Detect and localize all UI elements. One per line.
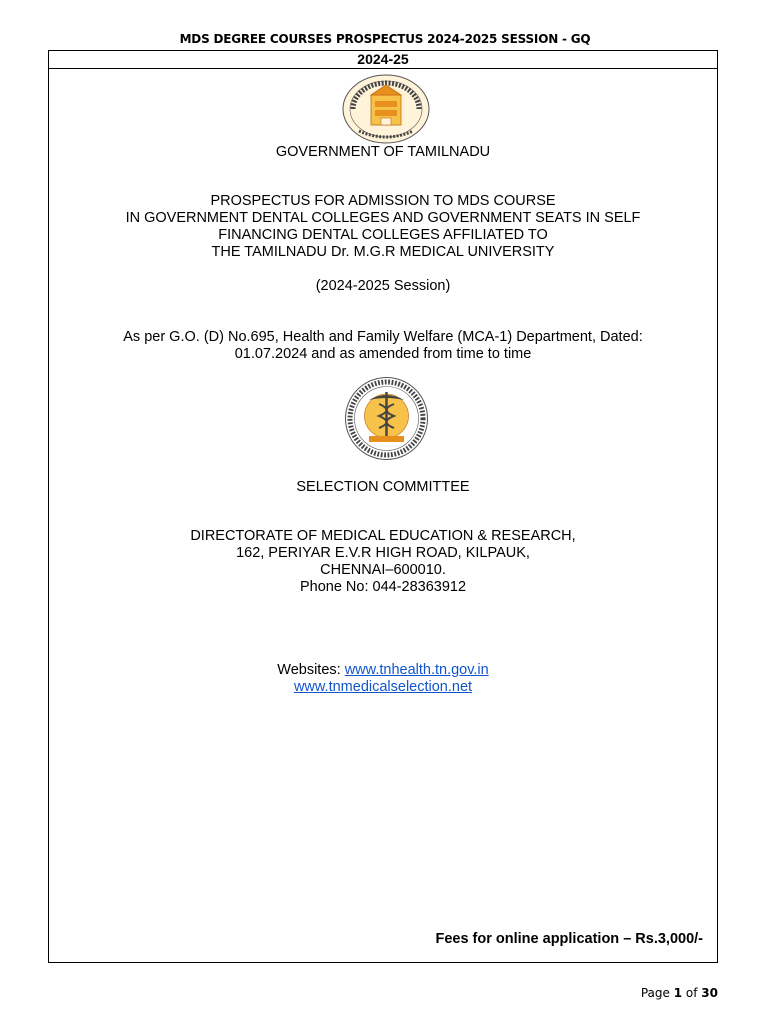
websites-line-2 <box>49 679 717 696</box>
application-fee: Fees for online application – Rs.3,000/- <box>435 931 703 947</box>
website-link-tnmedicalselection[interactable]: www.tnmedicalselection.net <box>293 679 473 695</box>
document-header-title: MDS DEGREE COURSES PROSPECTUS 2024-2025 SESSION - GQ <box>179 32 591 46</box>
page-current: 1 <box>673 986 683 1000</box>
prospectus-line-4: THE TAMILNADU Dr. M.G.R MEDICAL UNIVERSITY <box>211 244 555 260</box>
year-label: 2024-25 <box>49 51 717 69</box>
address-line-2: 162, PERIYAR E.V.R HIGH ROAD, KILPAUK, <box>236 545 530 561</box>
go-reference-line-1: As per G.O. (D) No.695, Health and Family Welfare (MCA-1) Department, Dated: <box>123 329 643 345</box>
prospectus-line-3: FINANCING DENTAL COLLEGES AFFILIATED TO <box>218 227 548 243</box>
government-title: GOVERNMENT OF TAMILNADU <box>275 144 491 160</box>
page-total: 30 <box>701 986 718 1000</box>
address-line-3: CHENNAI–600010. <box>320 562 446 578</box>
website-link-tnhealth[interactable]: www.tnhealth.tn.gov.in <box>344 662 489 678</box>
page-frame <box>48 50 718 963</box>
prospectus-line-1: PROSPECTUS FOR ADMISSION TO MDS COURSE <box>210 193 556 209</box>
page-of: of <box>682 986 702 1000</box>
phone-number: Phone No: 044-28363912 <box>299 579 467 595</box>
selection-committee: SELECTION COMMITTEE <box>296 479 470 495</box>
prospectus-line-2: IN GOVERNMENT DENTAL COLLEGES AND GOVERNMENT SEATS IN SELF <box>125 210 641 226</box>
page-prefix: Page <box>640 986 674 1000</box>
medical-education-emblem-seal <box>339 376 434 461</box>
websites-line-1 <box>49 662 717 679</box>
address-line-1: DIRECTORATE OF MEDICAL EDUCATION & RESEARCH, <box>190 528 576 544</box>
websites-label: Websites: <box>277 662 345 678</box>
page-number <box>641 986 718 1000</box>
tamilnadu-emblem-seal <box>341 73 431 145</box>
go-reference-line-2: 01.07.2024 and as amended from time to time <box>234 346 532 362</box>
session-label: (2024-2025 Session) <box>315 278 451 294</box>
